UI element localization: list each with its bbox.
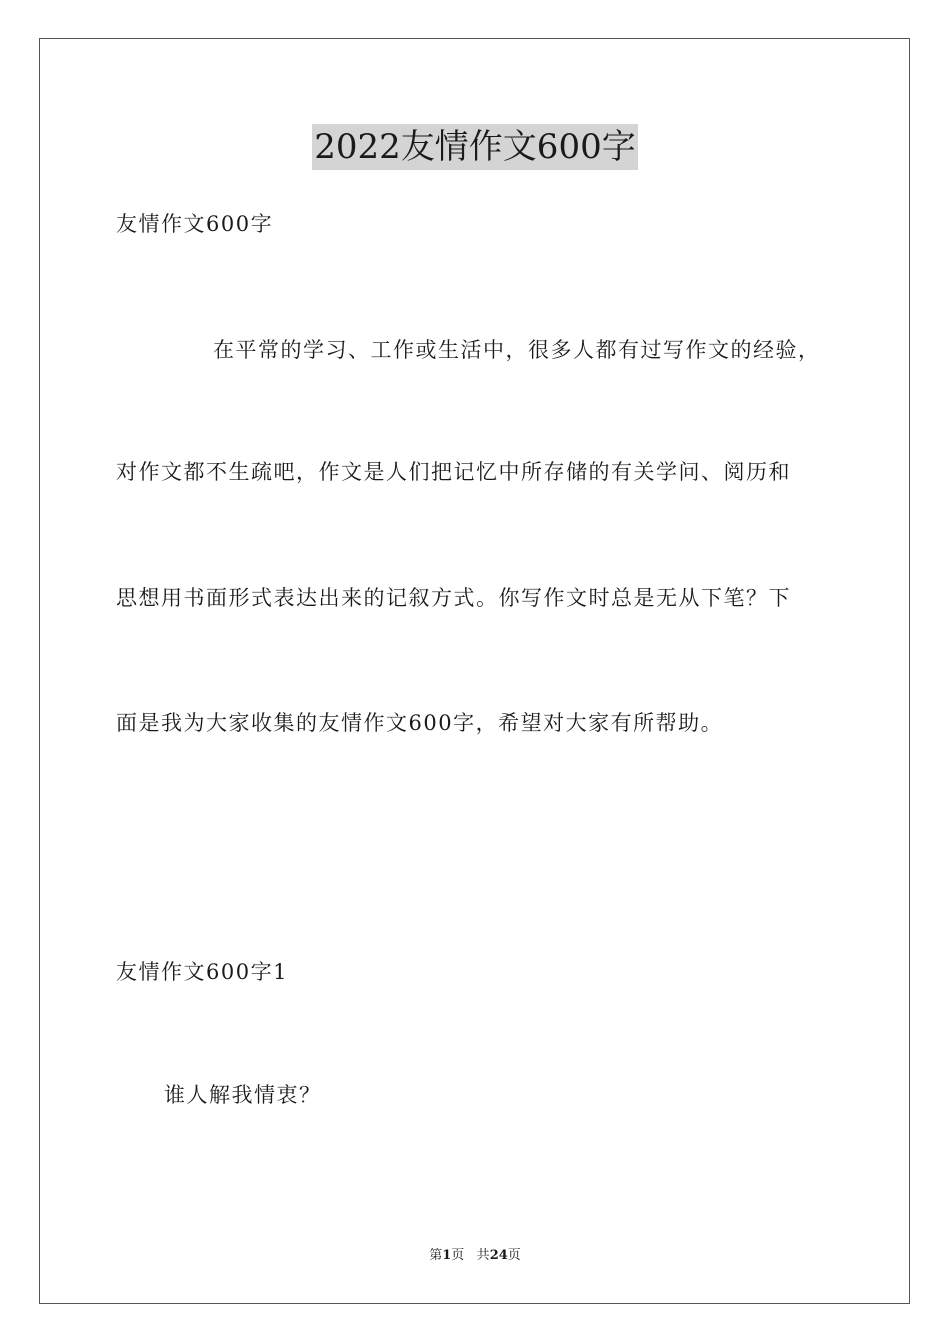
document-subtitle: 友情作文600字	[116, 212, 274, 236]
document-title-text: 2022友情作文600字	[312, 124, 637, 170]
total-label-prefix: 共	[476, 1248, 490, 1263]
first-paragraph: 谁人解我情衷？	[164, 1083, 322, 1107]
page-footer	[0, 1247, 950, 1265]
page-label-suffix: 页	[451, 1248, 465, 1263]
current-page-number: 1	[442, 1248, 452, 1263]
intro-line-4: 面是我为大家收集的友情作文600字，希望对大家有所帮助。	[116, 711, 724, 735]
document-title	[0, 124, 950, 170]
section-heading: 友情作文600字1	[116, 960, 288, 984]
page-label-prefix: 第	[429, 1248, 443, 1263]
intro-line-1: 在平常的学习、工作或生活中，很多人都有过写作文的经验，	[213, 338, 821, 362]
intro-line-3: 思想用书面形式表达出来的记叙方式。你写作文时总是无从下笔？下	[116, 586, 791, 610]
total-label-suffix: 页	[507, 1248, 521, 1263]
total-page-count: 24	[489, 1248, 508, 1263]
intro-line-2: 对作文都不生疏吧，作文是人们把记忆中所存储的有关学问、阅历和	[116, 460, 791, 484]
